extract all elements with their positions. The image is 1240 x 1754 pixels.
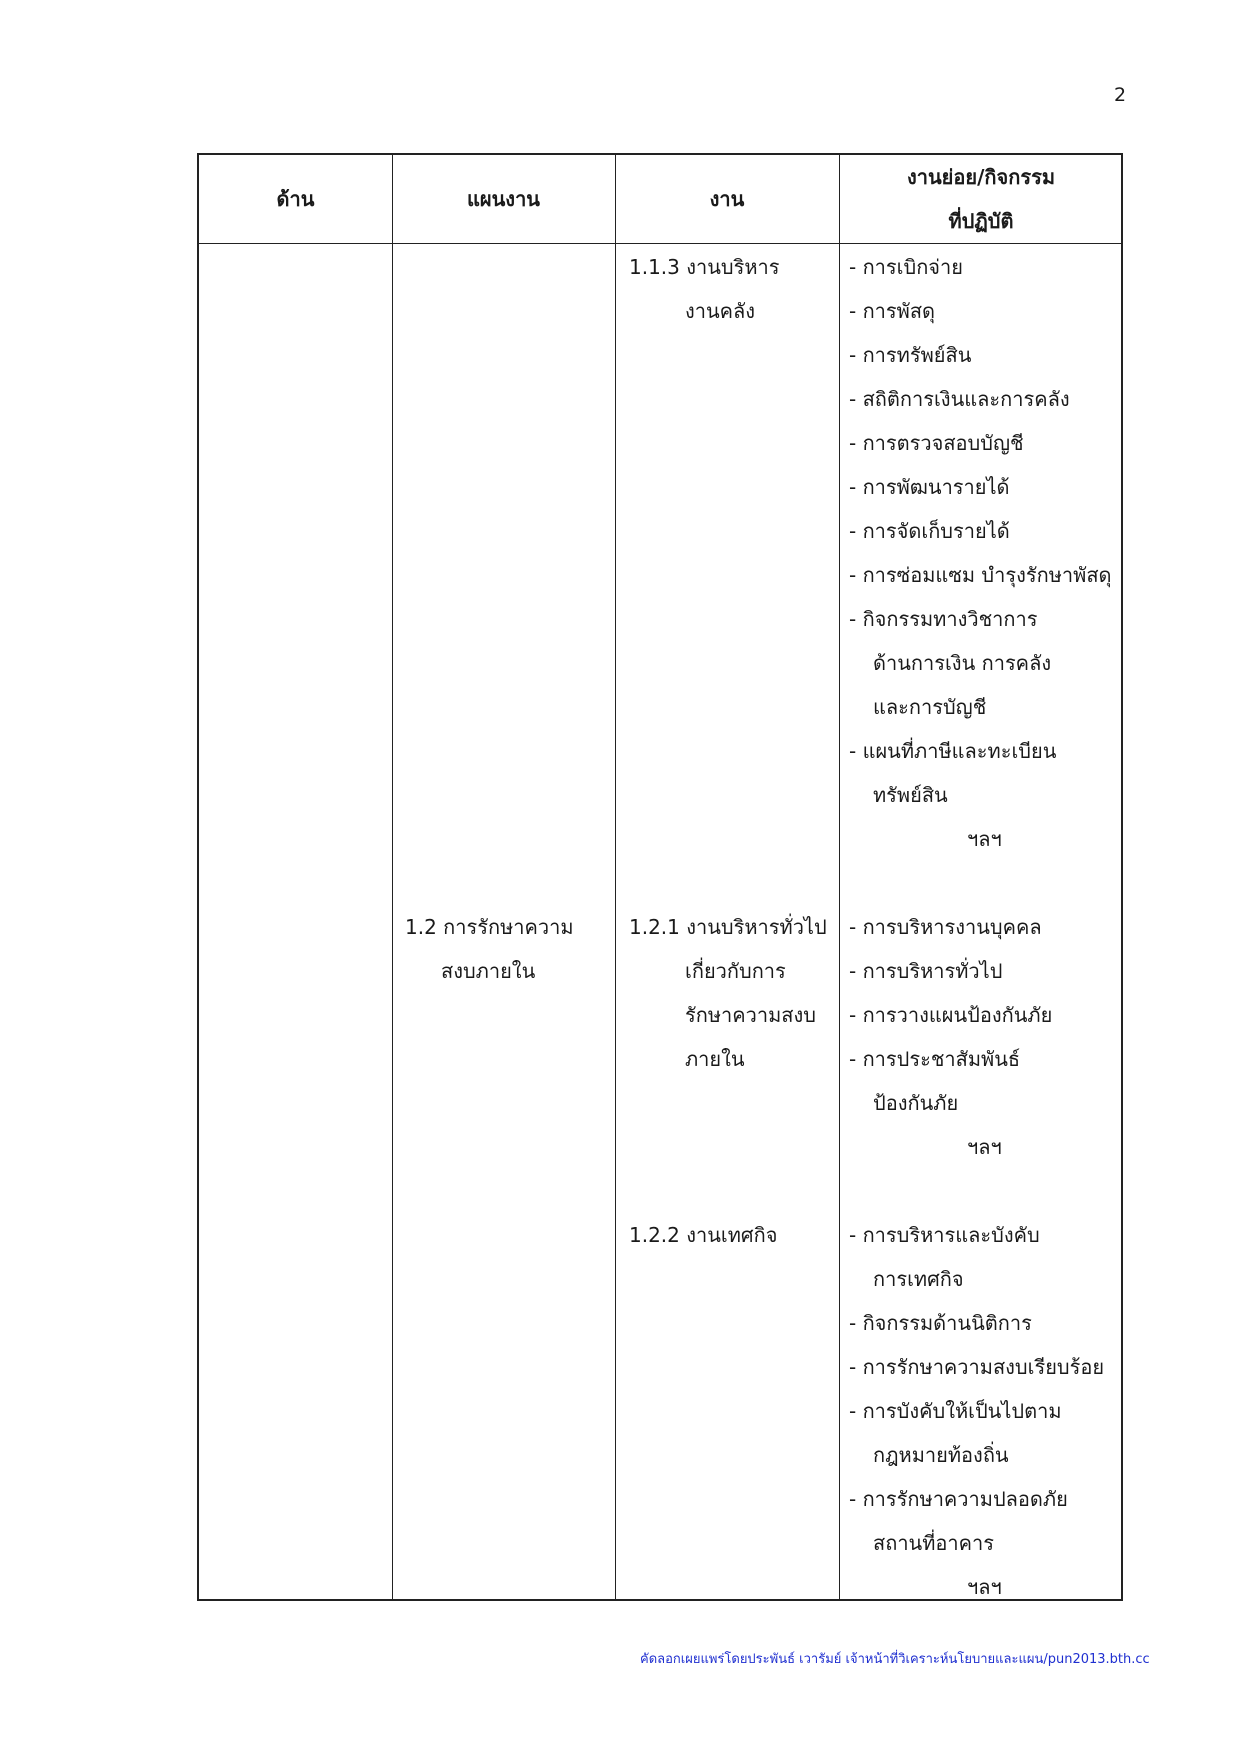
header-subtask: งานย่อย/กิจกรรม ที่ปฏิบัติ (906, 165, 1056, 233)
list-item: - การบริหารทั่วไป (849, 959, 1003, 983)
list-item: - การเบิกจ่าย (849, 255, 963, 279)
list-item: ทรัพย์สิน (873, 783, 948, 807)
list-item: - กิจกรรมทางวิชาการ (849, 607, 1038, 631)
list-item: ฯลฯ (967, 827, 1002, 851)
header-task: งาน (709, 187, 745, 211)
activities-1-1-3 (849, 245, 1112, 861)
page-number: 2 (1114, 84, 1127, 106)
footer-credit: คัดลอกเผยแพร่โดยประพันธ์ เวารัมย์ เจ้าหน้าที่วิเคราะห์นโยบายและแผน/pun2013.bth.cc (640, 1652, 1150, 1667)
list-item: ฯลฯ (967, 1135, 1002, 1159)
column-divider (392, 155, 393, 1599)
list-item: การเทศกิจ (873, 1267, 964, 1291)
column-divider (615, 155, 616, 1599)
list-item: - แผนที่ภาษีและทะเบียน (849, 739, 1057, 763)
list-item: - การจัดเก็บรายได้ (849, 519, 1010, 543)
list-item: กฎหมายท้องถิ่น (873, 1443, 1009, 1467)
list-item: - การทรัพย์สิน (849, 343, 972, 367)
list-item: - การรักษาความปลอดภัย (849, 1487, 1068, 1511)
list-item: - การพัฒนารายได้ (849, 475, 1010, 499)
list-item: - สถิติการเงินและการคลัง (849, 387, 1070, 411)
list-item: - กิจกรรมด้านนิติการ (849, 1311, 1032, 1335)
task-1-2-1: 1.2.1 งานบริหารทั่วไป เกี่ยวกับการ รักษาความสงบ ภายใน (629, 915, 827, 1071)
activities-1-2-2 (849, 1213, 1104, 1609)
list-item: - การพัสดุ (849, 299, 936, 323)
list-item: ป้องกันภัย (873, 1091, 959, 1115)
header-plan: แผนงาน (467, 187, 540, 211)
column-divider (839, 155, 840, 1599)
list-item: - การประชาสัมพันธ์ (849, 1047, 1021, 1071)
list-item: - การซ่อมแซม บำรุงรักษาพัสดุ (849, 563, 1112, 587)
list-item: ด้านการเงิน การคลัง (873, 651, 1052, 675)
list-item: สถานที่อาคาร (873, 1531, 994, 1555)
header-divider (199, 243, 1121, 244)
list-item: - การบังคับให้เป็นไปตาม (849, 1399, 1062, 1423)
header-aspect: ด้าน (276, 187, 315, 211)
work-plan-table (197, 153, 1123, 1601)
list-item: - การรักษาความสงบเรียบร้อย (849, 1355, 1105, 1379)
task-1-2-2: 1.2.2 งานเทศกิจ (629, 1223, 778, 1247)
list-item: - การบริหารและบังคับ (849, 1223, 1040, 1247)
list-item: - การวางแผนป้องกันภัย (849, 1003, 1053, 1027)
list-item: - การตรวจสอบบัญชี (849, 431, 1024, 455)
plan-1-2: 1.2 การรักษาความ สงบภายใน (405, 915, 574, 983)
list-item: - การบริหารงานบุคคล (849, 915, 1042, 939)
activities-1-2-1 (849, 905, 1052, 1169)
list-item: และการบัญชี (873, 695, 987, 719)
list-item: ฯลฯ (967, 1575, 1002, 1599)
task-1-1-3: 1.1.3 งานบริหาร งานคลัง (629, 255, 780, 323)
